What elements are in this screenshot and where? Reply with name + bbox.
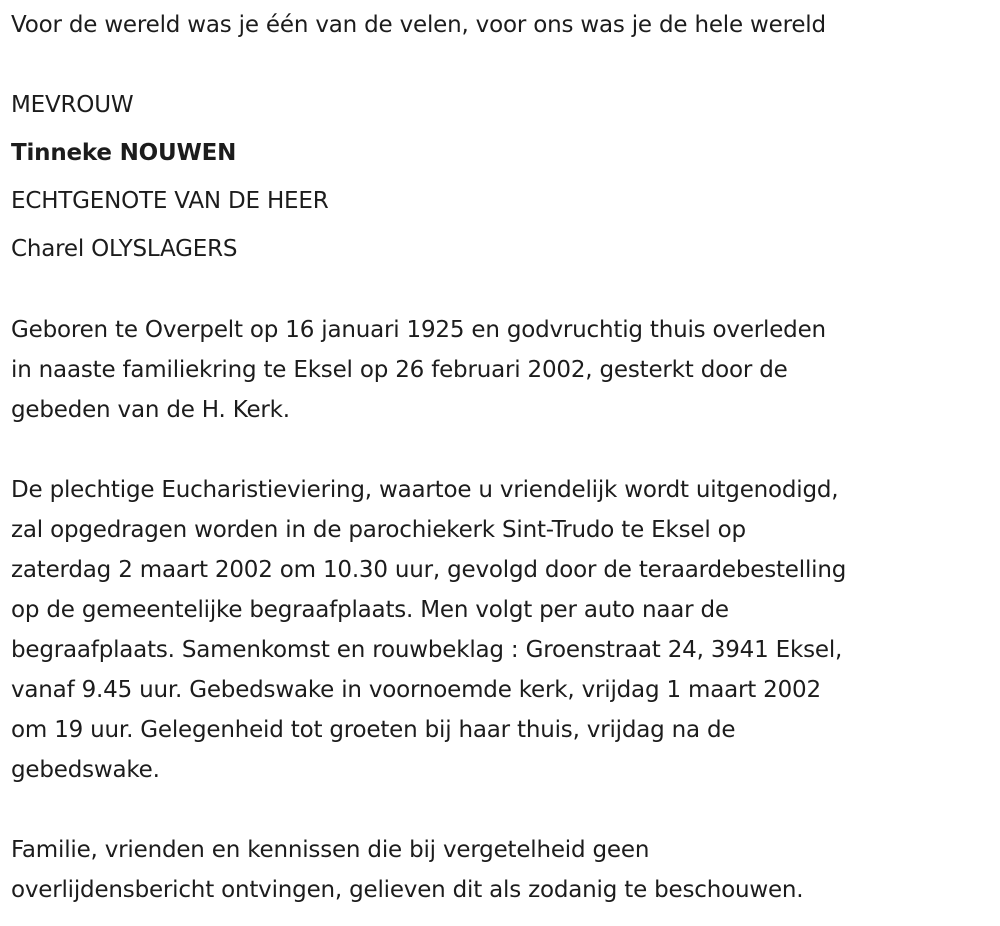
deceased-name: Tinneke NOUWEN: [11, 140, 237, 166]
paragraph-line: zaterdag 2 maart 2002 om 10.30 uur, gevolgd door de teraardebestelling: [11, 557, 847, 583]
paragraph-line: vanaf 9.45 uur. Gebedswake in voornoemde kerk, vrijdag 1 maart 2002: [11, 677, 821, 703]
paragraph-line: Familie, vrienden en kennissen die bij vergetelheid geen: [11, 837, 650, 863]
paragraph-line: op de gemeentelijke begraafplaats. Men volgt per auto naar de: [11, 597, 729, 623]
salutation: MEVROUW: [11, 92, 134, 118]
paragraph-line: De plechtige Eucharistieviering, waartoe u vriendelijk wordt uitgenodigd,: [11, 477, 839, 503]
paragraph-line: gebedswake.: [11, 757, 160, 783]
paragraph-line: begraafplaats. Samenkomst en rouwbeklag : Groenstraat 24, 3941 Eksel,: [11, 637, 843, 663]
paragraph-line: om 19 uur. Gelegenheid tot groeten bij haar thuis, vrijdag na de: [11, 717, 736, 743]
paragraph-line: zal opgedragen worden in de parochiekerk Sint-Trudo te Eksel op: [11, 517, 746, 543]
paragraph-line: gebeden van de H. Kerk.: [11, 397, 290, 423]
motto-line: Voor de wereld was je één van de velen, voor ons was je de hele wereld: [11, 12, 826, 38]
paragraph-line: overlijdensbericht ontvingen, gelieven dit als zodanig te beschouwen.: [11, 877, 804, 903]
spouse-name: Charel OLYSLAGERS: [11, 236, 238, 262]
paragraph-line: Geboren te Overpelt op 16 januari 1925 en godvruchtig thuis overleden: [11, 317, 826, 343]
birth-paragraph: [11, 310, 826, 430]
ceremony-paragraph: [11, 470, 846, 790]
closing-paragraph: [11, 830, 803, 910]
paragraph-line: in naaste familiekring te Eksel op 26 februari 2002, gesterkt door de: [11, 357, 788, 383]
relation-title: ECHTGENOTE VAN DE HEER: [11, 188, 329, 214]
